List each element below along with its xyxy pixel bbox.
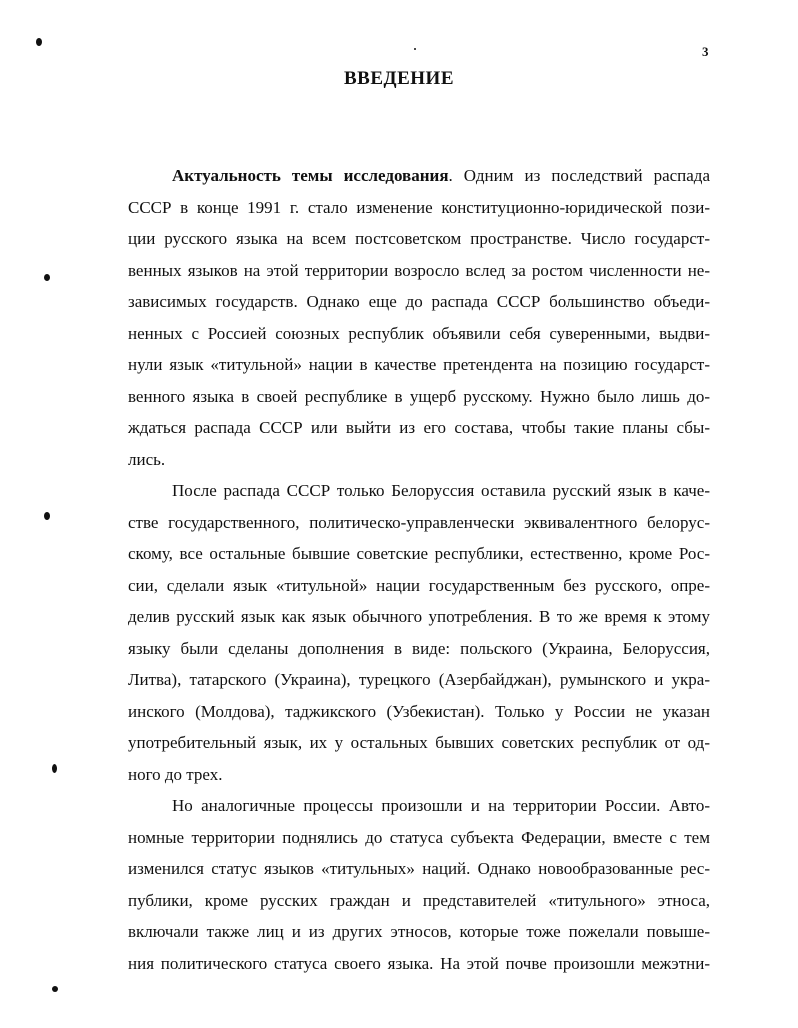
paragraph-line: ждаться распада СССР или выйти из его состава, чтобы такие планы сбы- [128, 418, 710, 437]
paragraph-line: ненных с Россией союзных республик объявили себя суверенными, выдви- [128, 323, 710, 343]
paragraph-line: номные территории поднялись до статуса субъекта Федерации, вместе с тем [128, 827, 710, 847]
paragraph-line: зависимых государств. Однако еще до распада СССР большинство объеди- [128, 292, 710, 311]
paragraph-line [128, 160, 710, 192]
paragraph-line: ния политического статуса своего языка. На этой почве произошли межэтни- [128, 953, 710, 973]
paragraph-line: скому, все остальные бывшие советские республики, естественно, кроме Рос- [128, 544, 710, 563]
paragraph-line: сии, сделали язык «титульной» нации государственным без русского, опре- [128, 575, 710, 595]
paragraph-line: изменился статус языков «титульных» наций. Однако новообразованные рес- [128, 859, 710, 878]
paragraph-line: лись. [128, 449, 166, 469]
paragraph-line: стве государственного, политическо-управленчески эквивалентного белорус- [128, 512, 710, 532]
paragraph-line: ции русского языка на всем постсоветском пространстве. Число государст- [128, 229, 710, 248]
scan-speck [52, 764, 57, 773]
body-text [128, 160, 710, 979]
paragraph-line: венных языков на этой территории возросло вслед за ростом численности не- [128, 260, 710, 280]
paragraph-line: СССР в конце 1991 г. стало изменение конституционно-юридической пози- [128, 197, 710, 217]
paragraph-line: употребительный язык, их у остальных бывших советских республик от од- [128, 733, 710, 752]
paragraph-line: включали также лиц и из других этносов, которые тоже пожелали повыше- [128, 922, 710, 941]
scan-speck [44, 512, 50, 520]
scan-speck [36, 38, 42, 46]
paragraph-line: инского (Молдова), таджикского (Узбекистан). Только у России не указан [128, 701, 710, 721]
line-text: . Одним из последствий распада [448, 166, 710, 185]
paragraph-line: После распада СССР только Белоруссия оставила русский язык в каче- [172, 481, 710, 500]
paragraph-line: Литва), татарского (Украина), турецкого (Азербайджан), румынского и укра- [128, 670, 710, 689]
scan-speck [44, 274, 50, 281]
page-title: ВВЕДЕНИЕ [344, 68, 454, 89]
paragraph-line: делив русский язык как язык обычного употребления. В то же время к этому [128, 607, 710, 626]
scan-speck [52, 986, 58, 992]
paragraph-line: публики, кроме русских граждан и представителей «титульного» этноса, [128, 890, 710, 910]
paragraph-post-ussr [128, 475, 710, 790]
paragraph-line: венного языка в своей республике в ущерб русскому. Нужно было лишь до- [128, 386, 710, 406]
paragraph-russia [128, 790, 710, 979]
scan-speck [414, 48, 416, 50]
paragraph-line: Но аналогичные процессы произошли и на территории России. Авто- [172, 796, 710, 815]
paragraph-line: языку были сделаны дополнения в виде: польского (Украина, Белоруссия, [128, 638, 710, 658]
paragraph-line: нули язык «титульной» нации в качестве претендента на позицию государст- [128, 355, 710, 374]
paragraph-relevance [128, 160, 710, 475]
page-number: 3 [702, 44, 709, 59]
paragraph-line: ного до трех. [128, 764, 223, 784]
lead-term: Актуальность темы исследования [172, 166, 449, 185]
